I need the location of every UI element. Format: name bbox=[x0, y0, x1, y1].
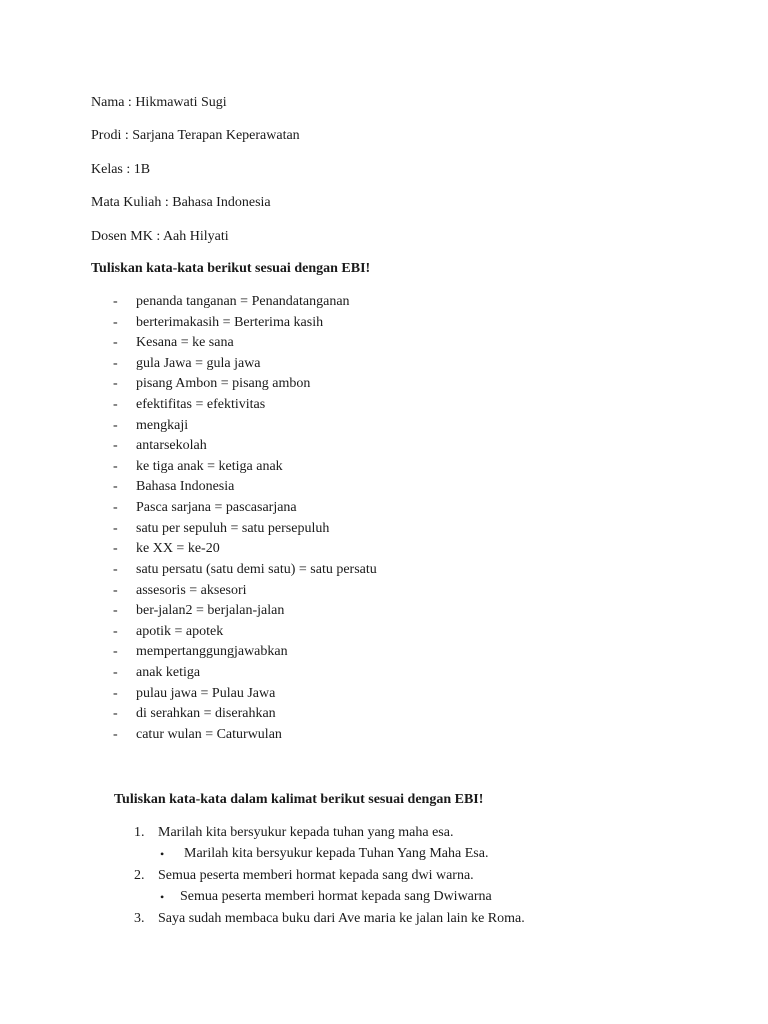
sentence-text: Semua peserta memberi hormat kepada sang dwi warna. bbox=[158, 867, 474, 883]
word-item-text: ber-jalan2 = berjalan-jalan bbox=[136, 603, 285, 619]
class-label: Kelas : 1B bbox=[91, 162, 151, 177]
bullet-dot: • bbox=[160, 847, 165, 862]
dash-bullet: - bbox=[113, 376, 118, 392]
word-item-text: Bahasa Indonesia bbox=[136, 479, 235, 495]
sentence-number: 2. bbox=[134, 867, 145, 883]
word-item-text: pulau jawa = Pulau Jawa bbox=[136, 685, 276, 701]
dash-bullet: - bbox=[113, 335, 118, 351]
course-name: Mata Kuliah : Bahasa Indonesia bbox=[91, 195, 271, 210]
word-item-text: assesoris = aksesori bbox=[136, 582, 247, 598]
word-item-text: mengkaji bbox=[136, 417, 189, 433]
dash-bullet: - bbox=[113, 685, 118, 701]
sentence-correction-list bbox=[0, 824, 768, 931]
word-item-text: berterimakasih = Berterima kasih bbox=[136, 314, 324, 330]
dash-bullet: - bbox=[113, 520, 118, 536]
word-item-text: ke tiga anak = ketiga anak bbox=[136, 458, 283, 474]
word-item-text: efektifitas = efektivitas bbox=[136, 397, 266, 413]
word-item-text: satu per sepuluh = satu persepuluh bbox=[136, 520, 330, 536]
answer-item bbox=[0, 888, 768, 909]
dash-bullet: - bbox=[113, 541, 118, 557]
study-program: Prodi : Sarjana Terapan Keperawatan bbox=[91, 128, 300, 143]
sentence-text: Marilah kita bersyukur kepada tuhan yang maha esa. bbox=[158, 825, 454, 840]
word-item-text: satu persatu (satu demi satu) = satu persatu bbox=[136, 561, 377, 577]
word-item-text: pisang Ambon = pisang ambon bbox=[136, 376, 311, 392]
sentence-item bbox=[0, 867, 768, 888]
answer-item bbox=[0, 845, 768, 866]
dash-bullet: - bbox=[113, 355, 118, 371]
word-item-text: mempertanggungjawabkan bbox=[136, 644, 288, 660]
word-item-text: apotik = apotek bbox=[136, 623, 224, 639]
sentence-text: Saya sudah membaca buku dari Ave maria ke jalan lain ke Roma. bbox=[158, 910, 525, 926]
dash-bullet: - bbox=[113, 644, 118, 660]
dash-bullet: - bbox=[113, 706, 118, 722]
sentence-item bbox=[0, 824, 768, 845]
bullet-dot: • bbox=[160, 890, 165, 905]
dash-bullet: - bbox=[113, 623, 118, 639]
dash-bullet: - bbox=[113, 664, 118, 680]
section-2-heading: Tuliskan kata-kata dalam kalimat berikut sesuai dengan EBI! bbox=[114, 792, 484, 807]
dash-bullet: - bbox=[113, 294, 118, 309]
answer-text: Semua peserta memberi hormat kepada sang Dwiwarna bbox=[180, 889, 492, 905]
sentence-number: 3. bbox=[134, 910, 145, 926]
answer-text: Marilah kita bersyukur kepada Tuhan Yang Maha Esa. bbox=[184, 846, 489, 862]
lecturer-name: Dosen MK : Aah Hilyati bbox=[91, 229, 229, 244]
word-item-text: gula Jawa = gula jawa bbox=[136, 355, 261, 371]
dash-bullet: - bbox=[113, 458, 118, 474]
word-item-text: penanda tanganan = Penandatanganan bbox=[136, 294, 350, 309]
word-item-text: ke XX = ke-20 bbox=[136, 541, 220, 557]
dash-bullet: - bbox=[113, 479, 118, 495]
word-item-text: di serahkan = diserahkan bbox=[136, 706, 276, 722]
sentence-number: 1. bbox=[134, 825, 145, 840]
word-item-text: antarsekolah bbox=[136, 438, 207, 454]
dash-bullet: - bbox=[113, 603, 118, 619]
dash-bullet: - bbox=[113, 314, 118, 330]
section-1-heading: Tuliskan kata-kata berikut sesuai dengan EBI! bbox=[91, 261, 371, 276]
dash-bullet: - bbox=[113, 726, 118, 742]
dash-bullet: - bbox=[113, 561, 118, 577]
dash-bullet: - bbox=[113, 397, 118, 413]
dash-bullet: - bbox=[113, 438, 118, 454]
word-item-text: catur wulan = Caturwulan bbox=[136, 726, 282, 742]
dash-bullet: - bbox=[113, 500, 118, 516]
dash-bullet: - bbox=[113, 582, 118, 598]
dash-bullet: - bbox=[113, 417, 118, 433]
word-item-text: anak ketiga bbox=[136, 664, 201, 680]
word-item-text: Pasca sarjana = pascasarjana bbox=[136, 500, 297, 516]
sentence-item bbox=[0, 910, 768, 931]
word-item-text: Kesana = ke sana bbox=[136, 335, 234, 351]
student-name: Nama : Hikmawati Sugi bbox=[91, 95, 227, 110]
